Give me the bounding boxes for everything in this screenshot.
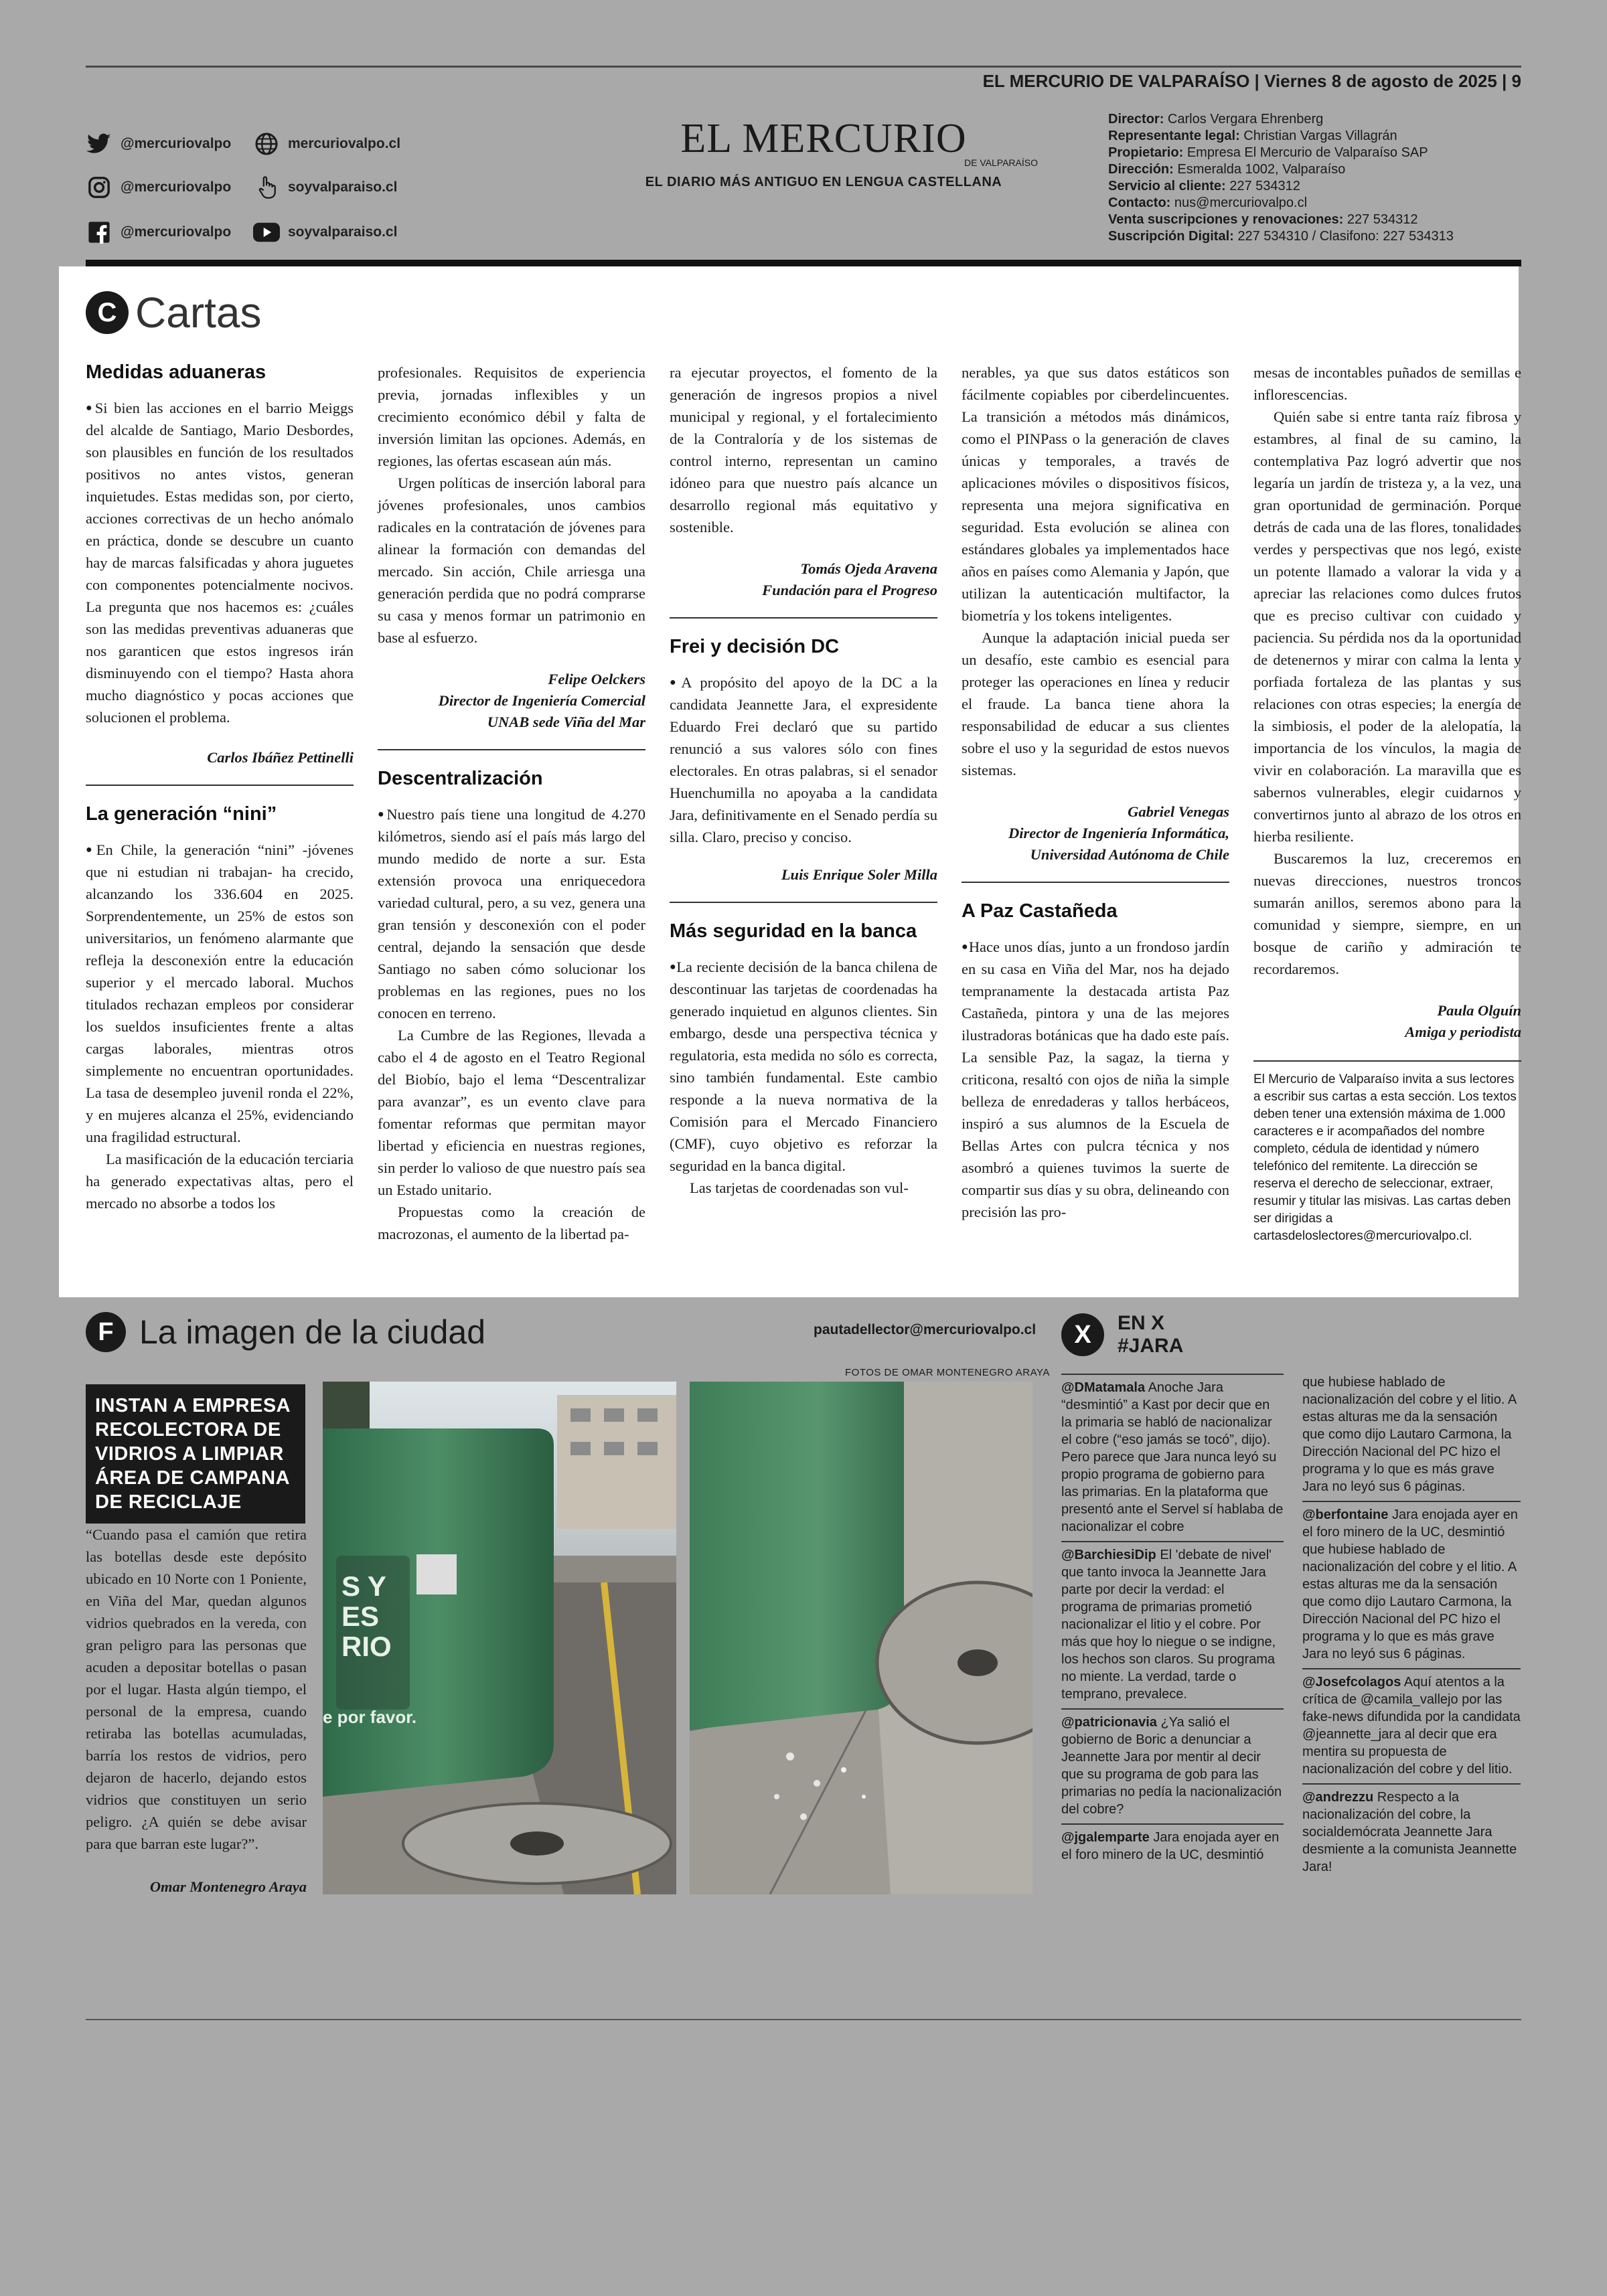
tweet-user[interactable]: @jgalemparte (1061, 1830, 1150, 1845)
masthead-title: EL MERCURIO (680, 116, 967, 161)
credit-line: Propietario: Empresa El Mercurio de Valparaíso SAP (1108, 145, 1428, 160)
tweet-user[interactable]: @BarchiesiDip (1061, 1548, 1156, 1562)
cartas-column-2 (378, 361, 645, 1245)
social-label: soyvalparaiso.cl (288, 224, 398, 240)
cartas-column-4 (962, 361, 1229, 1223)
letter-separator (670, 617, 937, 619)
masthead-city: DE VALPARAÍSO (964, 157, 1038, 168)
tweet-text: ¿Ya salió el gobierno de Boric a denunciar a Jeannette Jara por mentir al decir que su programa de gob para las primarias no pedía la nacionalización del cobre? (1061, 1715, 1282, 1817)
social-label: soyvalparaiso.cl (288, 179, 398, 195)
letter-paragraph: mesas de incontables puñados de semillas e inflorescencias. (1253, 364, 1521, 403)
tweet (1302, 1501, 1521, 1663)
letter-signature: Luis Enrique Soler Milla (781, 866, 937, 883)
cartas-column-5 (1253, 361, 1521, 1245)
letter-separator (962, 882, 1229, 883)
letter-heading: A Paz Castañeda (962, 900, 1118, 922)
social-row-1 (86, 127, 420, 161)
cartas-header (86, 288, 262, 337)
social-label: mercuriovalpo.cl (288, 136, 401, 151)
imagen-headline: INSTAN A EMPRESA RECOLECTORA DE VIDRIOS A LIMPIAR ÁREA DE CAMPANA DE RECICLAJE (86, 1384, 305, 1524)
social-label: @mercuriovalpo (121, 136, 232, 151)
svg-text:ES: ES (341, 1601, 380, 1632)
tweets-column-1 (1061, 1374, 1284, 1869)
credit-line: Venta suscripciones y renovaciones: 227 534312 (1108, 212, 1418, 227)
social-twitter[interactable] (86, 131, 253, 157)
tweet-user[interactable]: @andrezzu (1302, 1790, 1374, 1805)
dateline: EL MERCURIO DE VALPARAÍSO | Viernes 8 de agosto de 2025 | 9 (982, 71, 1521, 91)
social-web[interactable] (253, 131, 420, 157)
letter-paragraph: ● En Chile, la generación “nini” -jóvenes que ni estudian ni trabajan- ha crecido, alcanzando los 336.604 en 2025. Sorprendentemente, un 25% de estos son universitarios, un fenómeno alarmante que refleja la desconexión entre la educación superior y el mercado laboral. Muchos titulados rechazan empleos por considerar los sueldos insuficientes frente a altas cargas laborales, mientras otros simplemente no encuentran oportunidades. La tasa de desempleo juvenil ronda el 22%, y en mujeres alcanza el 25%, evidenciando una fragilidad estructural. (86, 839, 354, 1148)
photo-recycling-bin-1 (323, 1382, 676, 1894)
tweet-text: El 'debate de nivel' que tanto invoca la Jeannette Jara parte por decir la verdad: el programa de primarias prometió nacionalizar el litio y el cobre. Por más que hoy lo niegue o se indigne, los hechos son claros. Su programa no miente. La verdad, tarde o temprano, prevalece. (1061, 1548, 1276, 1702)
letter-signature: Felipe Oelckers (548, 671, 645, 687)
section-letter-badge: F (86, 1312, 126, 1352)
credit-line: Representante legal: Christian Vargas Villagrán (1108, 129, 1397, 143)
letter-paragraph: ● Si bien las acciones en el barrio Meiggs del alcalde de Santiago, Mario Desbordes, son plausibles en función de los resultados positivos no antes vistos, generan inquietudes. Estas medidas son, por cierto, acciones correctivas de un hecho anómalo en práctica, donde se descubre un cuanto hay de marcas falsificadas y ahora juguetes con componentes potencialmente nocivos. La pregunta que nos hacemos es: ¿cuáles son las medidas preventivas aduaneras que nos garanticen que estos ingresos irán disminuyendo con el tiempo? Hasta ahora mucho diagnóstico y pocas acciones que solucionen el problema. (86, 397, 354, 728)
photo-recycling-bin-2 (690, 1382, 1032, 1894)
tweet (1061, 1823, 1284, 1864)
submission-note: El Mercurio de Valparaíso invita a sus lectores a escribir sus cartas a esta sección. Los textos deben tener una extensión máxima de 1.000 caracteres e ir acompañados del nombre completo, cédula de identidad y número telefónico del remitente. La dirección se reserva el derecho de seleccionar, extraer, resumir y titular las misivas. Las cartas deben ser dirigidas a cartasdeloslectores@mercuriovalpo.cl. (1253, 1060, 1521, 1245)
bin-sticker-text: S Y (341, 1570, 386, 1602)
letter-paragraph: ● A propósito del apoyo de la DC a la candidata Jeannette Jara, el expresidente Eduardo Frei declaró que su partido renunció a sus valores sólo con fines electorales. En otras palabras, si el senador Huenchumilla no apoyaba a la candidata Jara, definitivamente en el Senado perdía su silla. Claro, preciso y conciso. (670, 671, 937, 848)
social-facebook[interactable] (86, 219, 253, 246)
credit-line: Servicio al cliente: 227 534312 (1108, 179, 1300, 193)
letter-signature-org: Fundación para el Progreso (762, 582, 937, 598)
masthead-subtitle: EL DIARIO MÁS ANTIGUO EN LENGUA CASTELLANA (645, 175, 1002, 189)
tweet-user[interactable]: @Josefcolagos (1302, 1675, 1401, 1690)
social-label: @mercuriovalpo (121, 224, 232, 240)
tweet-text: Respecto a la nacionalización del cobre, la socialdemócrata Jeannette Jara desmiente a la comunista Jeannette Jara! (1302, 1790, 1517, 1874)
letter-heading: Más seguridad en la banca (670, 920, 917, 942)
instagram-icon (86, 174, 112, 201)
cartas-column-1 (86, 355, 354, 1214)
letter-paragraph: profesionales. Requisitos de experiencia previa, jornadas inflexibles y un crecimiento económico débil y falta de inversión limitan las opciones. Además, en regiones, las ofertas escasean aún más. (378, 364, 645, 469)
credit-line: Dirección: Esmeralda 1002, Valparaíso (1108, 162, 1346, 177)
letter-paragraph: Aunque la adaptación inicial pueda ser un desafío, este cambio es esencial para proteger las operaciones en línea y reducir el fraude. La banca tiene ahora la responsabilidad de educar a sus clientes sobre el uso y la seguridad de estos nuevos sistemas. (962, 629, 1229, 778)
social-youtube[interactable] (253, 219, 420, 246)
letter-paragraph: Propuestas como la creación de macrozonas, el aumento de la libertad pa- (378, 1204, 645, 1242)
tweet (1061, 1708, 1284, 1818)
letter-signature: Tomás Ojeda Aravena (800, 560, 937, 577)
letter-paragraph: Quién sabe si entre tanta raíz fibrosa y estambres, al final de su camino, la contemplativa Paz logró advertir que nos legaría un jardín de tristeza y, a la vez, una gran oportunidad de germinación. Porque detrás de cada una de las flores, tonalidades verdes y perspectivas que nos legó, existe un potente llamado a valorar la vida y a apreciar las relaciones como dulces frutos que es preciso cultivar con cuidado y paciencia. Su pérdida nos da la oportunidad de detenernos y mirar con calma la lenta y porfiada fortaleza de las plantas y sus relaciones con otras especies; la energía de la simbiosis, el poder de la alelopatía, la importancia de los vínculos, la magia de vivir en colaboración. La maravilla que es sabernos vulnerables, elegir cuidarnos y convertirnos junto al abrazo de los otros en hierba resiliente. (1253, 408, 1521, 845)
cartas-column-3 (670, 361, 937, 1199)
globe-icon (253, 131, 280, 157)
bottom-rule (86, 2019, 1521, 2020)
letter-signature-org: Universidad Autónoma de Chile (1030, 846, 1229, 863)
enx-title: EN X (1118, 1312, 1165, 1334)
letter-paragraph: ● Nuestro país tiene una longitud de 4.270 kilómetros, siendo así el país más largo del mundo medido de norte a sur. Esta extensión provoca una enriquecedora variedad cultural, pero, a su vez, genera una gran tensión y desconexión con el poder central, dejando la sensación que desde Santiago no saben cómo solucionar los problemas en las regiones, pues no los conocen en terreno. (378, 803, 645, 1024)
tweet-user[interactable]: @berfontaine (1302, 1507, 1389, 1522)
letter-heading: Medidas aduaneras (86, 361, 266, 383)
tweet-text: Anoche Jara “desmintió” a Kast por decir que en la primaria se habló de nacionalizar el cobre (“eso jamás se tocó”, dijo). Pero parece que Jara nunca leyó su propio programa de gobierno para las primarias. En la plataforma que presentó ante el Servel sí hablaba de nacionalizar el cobre (1061, 1380, 1284, 1534)
enx-hashtag: #JARA (1118, 1335, 1184, 1357)
letter-signature-org: UNAB sede Viña del Mar (487, 714, 645, 730)
tweets-column-2 (1302, 1374, 1521, 1881)
tweet-text: Jara enojada ayer en el foro minero de la UC, desmintió (1061, 1830, 1280, 1862)
staff-credits (1108, 111, 1523, 245)
letter-separator (86, 785, 354, 786)
credit-line: Contacto: nus@mercuriovalpo.cl (1108, 195, 1308, 210)
facebook-icon (86, 219, 112, 246)
social-row-3 (86, 216, 420, 249)
tweet (1302, 1668, 1521, 1778)
letter-paragraph: La masificación de la educación terciaria ha generado expectativas altas, pero el mercado no absorbe a todos los (86, 1151, 354, 1212)
imagen-body: “Cuando pasa el camión que retira las botellas desde este depósito ubicado en 10 Norte con 1 Poniente, en Viña del Mar, quedan algunos vidrios quebrados en la vereda, con gran peligro para las personas que acuden a depositar botellas o pasan por el lugar. Hasta algún tiempo, el personal de la empresa, cuando retiraba las botellas acumuladas, barría los restos de vidrios, pero dejaron de hacerlo, dejando estos vidrios que constituyen un serio peligro. ¿A quién se debe avisar para que barran este lugar?”. (86, 1526, 307, 1852)
letter-heading: La generación “nini” (86, 803, 277, 825)
enx-header (1061, 1312, 1183, 1358)
social-row-2 (86, 171, 420, 204)
letter-signature: Carlos Ibáñez Pettinelli (207, 749, 354, 766)
letter-signature: Gabriel Venegas (1128, 803, 1229, 820)
letter-paragraph: Urgen políticas de inserción laboral para jóvenes profesionales, unos cambios radicales en la contratación de jóvenes para alinear la formación con demandas del mercado. Sin acción, Chile arriesga una generación perdida que no podrá comprarse su casa y menos formar un patrimonio en base al esfuerzo. (378, 475, 645, 646)
svg-text:RIO: RIO (341, 1631, 392, 1662)
section-title: La imagen de la ciudad (139, 1313, 486, 1351)
letter-signature: Paula Olguín (1437, 1002, 1521, 1019)
tweet (1302, 1783, 1521, 1876)
letter-heading: Frei y decisión DC (670, 636, 840, 657)
imagen-header (86, 1312, 485, 1352)
tweet (1061, 1374, 1284, 1536)
header-black-bar (86, 260, 1521, 266)
letter-separator (378, 749, 645, 750)
masthead (583, 115, 1065, 190)
letter-heading: Descentralización (378, 768, 543, 789)
reader-email[interactable]: pautadellector@mercuriovalpo.cl (814, 1322, 1037, 1337)
letter-paragraph: Las tarjetas de coordenadas son vul- (690, 1179, 909, 1196)
social-label: @mercuriovalpo (121, 179, 232, 195)
imagen-signature: Omar Montenegro Araya (149, 1878, 307, 1895)
tweet-continuation: que hubiese hablado de nacionalización del cobre y el litio. A estas alturas me da la sensación que como dijo Lautaro Carmona, la Dirección Nacional del PC hizo el programa y lo que es más grave Jara no leyó sus 6 páginas. (1302, 1375, 1517, 1494)
tweet-user[interactable]: @DMatamala (1061, 1380, 1146, 1395)
twitter-icon (86, 131, 112, 157)
section-title: Cartas (135, 289, 262, 337)
top-rule (86, 66, 1521, 68)
letter-signature-title: Amiga y periodista (1405, 1023, 1521, 1040)
tweet-text: Aquí atentos a la crítica de @camila_vallejo por las fake-news difundida por la candidata @jeannette_jara al decir que era mentira su propuesta de nacionalización del cobre y del litio. (1302, 1675, 1521, 1777)
social-soyvalpo[interactable] (253, 174, 420, 201)
photo-credit: FOTOS DE OMAR MONTENEGRO ARAYA (845, 1367, 1050, 1378)
letter-signature-title: Director de Ingeniería Comercial (438, 692, 645, 709)
hand-pointer-icon (253, 174, 280, 201)
tweet-user[interactable]: @patricionavia (1061, 1715, 1157, 1730)
letter-signature-title: Director de Ingeniería Informática, (1008, 825, 1229, 841)
bin-sticker-sub: e por favor. (323, 1707, 417, 1727)
youtube-icon (253, 219, 280, 246)
section-letter-badge: C (86, 291, 129, 334)
letter-paragraph: ra ejecutar proyectos, el fomento de la generación de ingresos propios a nivel municipal y regional, y el fortalecimiento de la Contraloría y de los sistemas de control interno, representan un camino idóneo para que nuestro país alcance un desarrollo regional más equitativo y sostenible. (670, 364, 937, 536)
x-logo-icon: X (1061, 1313, 1104, 1356)
letter-separator (670, 902, 937, 903)
letter-paragraph: ● Hace unos días, junto a un frondoso jardín en su casa en Viña del Mar, nos ha dejado tempranamente la destacada artista Paz Castañeda, pintora y una de las mejores ilustradoras botánicas que ha dado este país. La sensible Paz, la sagaz, la tierna y criticona, resaltó con ojos de niña la simple belleza de enredaderas y tallos herbáceos, inspiró a sus alumnos de la Escuela de Bellas Artes con pulcra técnica y nos asombró a quienes tuvimos la suerte de compartir sus días y su obra, delineando con precisión las pro- (962, 936, 1229, 1223)
social-instagram[interactable] (86, 174, 253, 201)
letter-paragraph: ● La reciente decisión de la banca chilena de descontinuar las tarjetas de coordenadas ha generado inquietud en algunos clientes. Sin embargo, desde una perspectiva técnica y regulatoria, esta medida no sólo es correcta, sino también fundamental. Este cambio responde a la nueva normativa de la Comisión para el Mercado Financiero (CMF), cuyo objetivo es reforzar la seguridad en la banca digital. (670, 956, 937, 1177)
letter-paragraph: La Cumbre de las Regiones, llevada a cabo el 4 de agosto en el Teatro Regional del Biobío, bajo el lema “Descentralizar para avanzar”, es un evento clave para fomentar reformas que permitan mayor libertad y eficiencia en nuestras regiones, sin perder lo valioso de que nuestro país sea un Estado unitario. (378, 1027, 645, 1198)
letter-paragraph: nerables, ya que sus datos estáticos son fácilmente copiables por ciberdelincuentes. La transición a métodos más dinámicos, como el PINPass o la generación de claves únicas y temporales, a través de aplicaciones móviles o dispositivos físicos, representa una mejora significativa en seguridad. Esta evolución se alinea con estándares globales ya implementados hace años en países como Alemania y Japón, que utilizan la autenticación multifactor, la biometría y los tokens inteligentes. (962, 364, 1229, 624)
credit-line: Suscripción Digital: 227 534310 / Clasifono: 227 534313 (1108, 229, 1454, 244)
tweet-text: Jara enojada ayer en el foro minero de la UC, desmintió que hubiese hablado de nacionalización del cobre y el litio. A estas alturas me da la sensación que como dijo Lautaro Carmona, la Dirección Nacional del PC hizo el programa y lo que es más grave Jara no leyó sus 6 páginas. (1302, 1507, 1518, 1661)
credit-line: Director: Carlos Vergara Ehrenberg (1108, 112, 1324, 127)
letter-paragraph: Buscaremos la luz, creceremos en nuevas direcciones, nuestros troncos sumarán anillos, seremos abono para la comunidad y siempre, siempre, en un bosque de cariño y admiración te recordaremos. (1253, 850, 1521, 977)
tweet (1061, 1541, 1284, 1703)
